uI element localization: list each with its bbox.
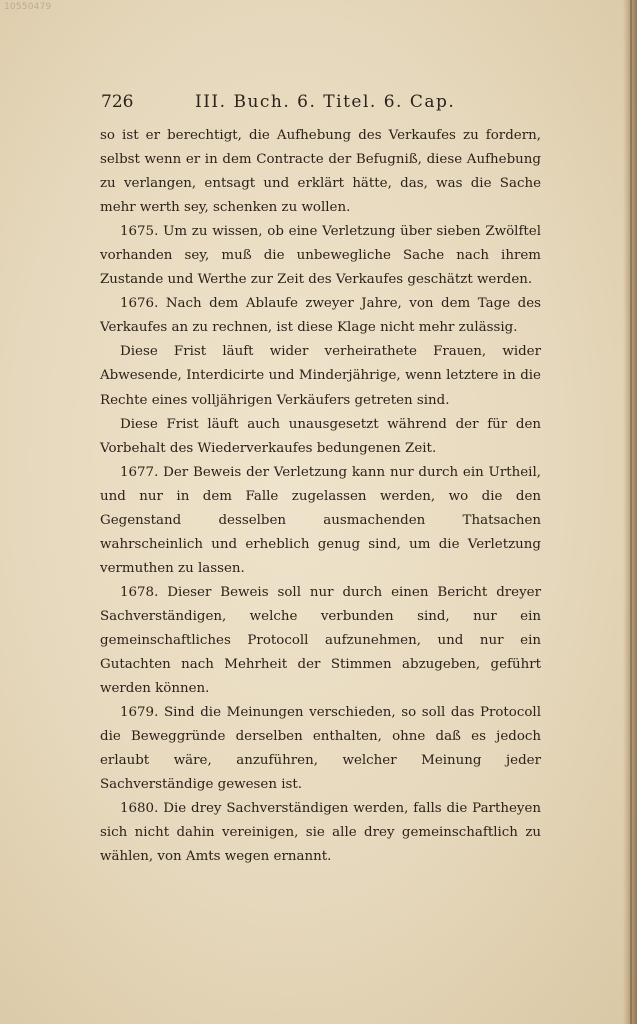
body-text (100, 124, 541, 869)
paragraph-continuation: so ist er berechtigt, die Aufhebung des Verkaufes zu fordern, selbst wenn er in dem Contracte der Befugniß, diese Aufhebung zu verlangen, entsagt und erklärt hätte, das, was die Sache mehr werth sey, schenken zu wollen. (100, 128, 541, 216)
paragraph-1676-married-women: Diese Frist läuft wider verheirathete Frauen, wider Abwesende, Interdicirte und Minderjährige, wenn letztere in die Rechte eines volljährigen Verkäufers getreten sind. (100, 344, 541, 408)
paragraph-1675: 1675. Um zu wissen, ob eine Verletzung über sieben Zwölftel vorhanden sey, muß die unbewegliche Sache nach ihrem Zustande und Werthe zur Zeit des Verkaufes geschätzt werden. (100, 224, 541, 288)
paragraph-1680: 1680. Die drey Sachverständigen werden, falls die Partheyen sich nicht dahin vereinigen, sie alle drey gemeinschaftlich zu wählen, von Amts wegen ernannt. (100, 801, 541, 865)
catalog-id: 10550479 (4, 2, 52, 12)
page-edge-line (630, 0, 632, 1024)
running-head (101, 92, 541, 118)
paragraph-1676: 1676. Nach dem Ablaufe zweyer Jahre, von dem Tage des Verkaufes an zu rechnen, ist diese Klage nicht mehr zulässig. (100, 296, 541, 336)
running-title: III. Buch. 6. Titel. 6. Cap. (195, 92, 456, 112)
paragraph-1676-repurchase: Diese Frist läuft auch unausgesetzt während der für den Vorbehalt des Wiederverkaufes bedungenen Zeit. (100, 416, 541, 456)
paragraph-1678: 1678. Dieser Beweis soll nur durch einen Bericht dreyer Sachverständigen, welche verbunden sind, nur ein gemeinschaftliches Protocoll aufzunehmen, und nur ein Gutachten nach Mehrheit der Stimmen abzugeben, geführt werden können. (100, 584, 541, 697)
paragraph-1677: 1677. Der Beweis der Verletzung kann nur durch ein Urtheil, und nur in dem Falle zugelassen werden, wo die den Gegenstand desselben ausmachenden Thatsachen wahrscheinlich und erheblich genug sind, um die Verletzung vermuthen zu lassen. (100, 464, 541, 576)
page-number: 726 (101, 92, 134, 112)
paragraph-1679: 1679. Sind die Meinungen verschieden, so soll das Protocoll die Beweggründe derselben enthalten, ohne daß es jedoch erlaubt wäre, anzuführen, welcher Meinung jeder Sachverständige gewesen ist. (100, 705, 541, 793)
